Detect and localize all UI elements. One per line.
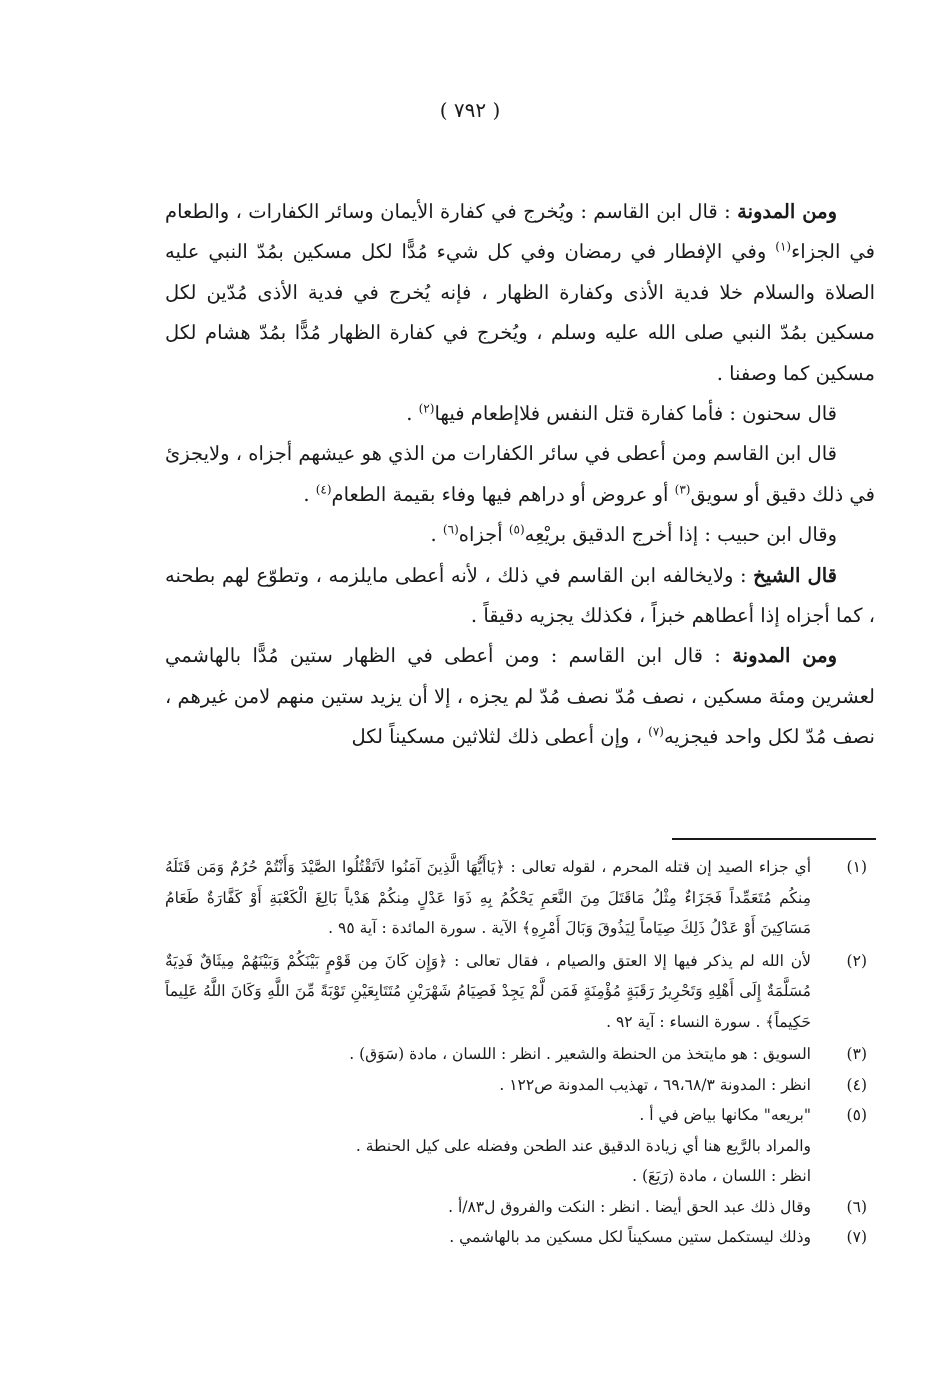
footnote-ref: (٤) bbox=[315, 482, 332, 497]
footnote-body bbox=[165, 852, 811, 944]
footnote-body bbox=[165, 1070, 811, 1101]
footnote-separator bbox=[672, 838, 876, 840]
footnote-7 bbox=[165, 1222, 875, 1253]
footnote-3 bbox=[165, 1039, 875, 1070]
paragraph-1 bbox=[165, 192, 875, 394]
paragraph-5 bbox=[165, 556, 875, 637]
paragraph-text: : ولايخالفه ابن القاسم في ذلك ، لأنه أعطى مايلزمه ، وتطوّع لهم بطحنه ، كما أجزاه إذا أعطاهم خبزاً ، فكذلك يجزيه دقيقاً . bbox=[165, 563, 875, 628]
footnote-body bbox=[165, 946, 811, 1038]
paragraph-6 bbox=[165, 636, 875, 757]
footnote-5 bbox=[165, 1100, 875, 1192]
footnote-text: انظر : اللسان ، مادة (رَيَعَ) . bbox=[632, 1167, 811, 1185]
footnotes bbox=[165, 852, 875, 1253]
footnote-number: (٧) bbox=[846, 1228, 867, 1246]
section-lead: ومن المدونة bbox=[732, 644, 838, 668]
footnote-number: (٣) bbox=[846, 1045, 867, 1063]
footnote-text: "بريعه" مكانها بياض في أ . bbox=[639, 1106, 811, 1124]
paragraph-text: . bbox=[406, 402, 419, 426]
footnote-ref: (٦) bbox=[442, 522, 459, 537]
footnote-number: (٤) bbox=[846, 1075, 867, 1094]
paragraph-text: ، وإن أعطى ذلك لثلاثين مسكيناً لكل bbox=[351, 725, 649, 749]
footnote-text: انظر : المدونة ٦٩،٦٨/٣ ، تهذيب المدونة ص١٢٢ . bbox=[499, 1075, 811, 1094]
footnote-text: وقال ذلك عبد الحق أيضا . انظر : النكت والفروق ل٨٣/أ . bbox=[448, 1197, 811, 1216]
footnote-text: والمراد بالرَّيع هنا أي زيادة الدقيق عند الطحن وفضله على كيل الحنطة . bbox=[355, 1136, 811, 1155]
footnote-number: (٥) bbox=[846, 1106, 867, 1124]
footnote-body bbox=[165, 1039, 811, 1070]
footnote-ref: (٧) bbox=[648, 724, 664, 739]
paragraph-text: قال سحنون : فأما كفارة قتل النفس فلاإطعام فيها bbox=[434, 402, 837, 426]
paragraph-text: : قال ابن القاسم : ويُخرج في كفارة الأيمان وسائر الكفارات ، والطعام في الجزاء bbox=[165, 200, 875, 264]
footnote-text: لأن الله لم يذكر فيها إلا العتق والصيام ، فقال تعالى : ﴿وَإِن كَانَ مِن قَوْمٍ بَيْنَكُمْ وَبَيْنَهُمْ مِيثَاقٌ فَدِيَةٌ مُسَلَّمَةٌ إِلَى أَهْلِهِ وَتَحْرِيرُ رَقَبَةٍ مُؤْمِنَةٍ فَمَن لَّمْ يَجِدْ فَصِيَامُ شَهْرَيْنِ مُتَتَابِعَيْنِ تَوْبَةً مِّنَ اللَّهِ وَكَانَ اللَّهُ عَلِيماً حَكِيماً﴾ . سورة النساء : آية ٩٢ . bbox=[165, 951, 811, 1031]
footnote-number: (٢) bbox=[846, 951, 867, 970]
footnote-2 bbox=[165, 946, 875, 1038]
paragraph-text: . bbox=[430, 523, 443, 547]
footnote-number: (١) bbox=[846, 858, 867, 876]
section-lead: قال الشيخ bbox=[753, 563, 837, 587]
paragraph-text: : قال ابن القاسم : ومن أعطى في الظهار ستين مُدًّا بالهاشمي لعشرين ومئة مسكين ، نصف مُدّ نصف مُدّ لم يجزه ، إلا أن يزيد ستين منهم لامن غيرهم ، نصف مُدّ لكل واحد فيجزيه bbox=[165, 644, 875, 749]
footnote-text: السويق : هو مايتخذ من الحنطة والشعير . انظر : اللسان ، مادة (سَوَق) . bbox=[349, 1045, 811, 1063]
paragraph-text: قال ابن القاسم ومن أعطى في سائر الكفارات من الذي هو عيشهم أجزاه ، ولايجزئ في ذلك دقيق أو سويق bbox=[165, 442, 875, 506]
paragraph-3 bbox=[165, 434, 875, 515]
paragraph-text: . bbox=[303, 482, 316, 506]
footnote-ref: (٢) bbox=[418, 401, 435, 416]
footnote-1 bbox=[165, 852, 875, 944]
paragraph-4 bbox=[165, 515, 875, 555]
paragraph-2 bbox=[165, 394, 875, 434]
footnote-number: (٦) bbox=[846, 1197, 867, 1216]
footnote-body bbox=[165, 1192, 811, 1223]
footnote-body bbox=[165, 1222, 811, 1253]
paragraph-text: أو عروض أو دراهم فيها وفاء بقيمة الطعام bbox=[331, 482, 675, 506]
footnote-text: أي جزاء الصيد إن قتله المحرم ، لقوله تعالى : ﴿يَاأَيُّهَا الَّذِينَ آمَنُوا لاَتَقْتُلُوا الصَّيْدَ وَأَنْتُمْ حُرُمٌ وَمَن قَتَلَهُ مِنكُم مُتَعَمِّداً فَجَزَاءٌ مِثْلُ مَاقَتَلَ مِنَ النَّعَمِ يَحْكُمُ بِهِ ذَوَا عَدْلٍ مِنكُمْ هَدْياً بَالِغَ الْكَعْبَةِ أَوْ كَفَّارَةٌ طَعَامُ مَسَاكِينَ أَوْ عَدْلُ ذَلِكَ صِيَاماً لِيَذُوقَ وَبَالَ أَمْرِهِ﴾ الآية . سورة المائدة : آية ٩٥ . bbox=[165, 858, 811, 937]
paragraph-text: وفي الإفطار في رمضان وفي كل شيء مُدًّا لكل مسكين بمُدّ النبي عليه الصلاة والسلام خلا فدية الأذى وكفارة الظهار ، فإنه يُخرج في فدية الأذى مُدّين لكل مسكين بمُدّ النبي صلى الله عليه وسلم ، ويُخرج في كفارة الظهار مُدًّا بمُدّ هشام لكل مسكين كما وصفنا . bbox=[165, 240, 875, 385]
footnote-4 bbox=[165, 1070, 875, 1101]
footnote-ref: (١) bbox=[775, 239, 792, 254]
footnote-body bbox=[165, 1100, 811, 1192]
footnote-text: وذلك ليستكمل ستين مسكيناً لكل مسكين مد بالهاشمي . bbox=[449, 1228, 811, 1246]
section-lead: ومن المدونة bbox=[737, 200, 837, 223]
footnote-6 bbox=[165, 1192, 875, 1223]
paragraph-text: وقال ابن حبيب : إذا أخرج الدقيق بريْعِه bbox=[524, 523, 837, 547]
footnote-ref: (٣) bbox=[674, 482, 691, 497]
main-text bbox=[165, 192, 875, 758]
footnote-ref: (٥) bbox=[508, 522, 525, 537]
paragraph-text: أجزاه bbox=[458, 523, 509, 547]
page-number: ( ٧٩٢ ) bbox=[439, 98, 501, 122]
